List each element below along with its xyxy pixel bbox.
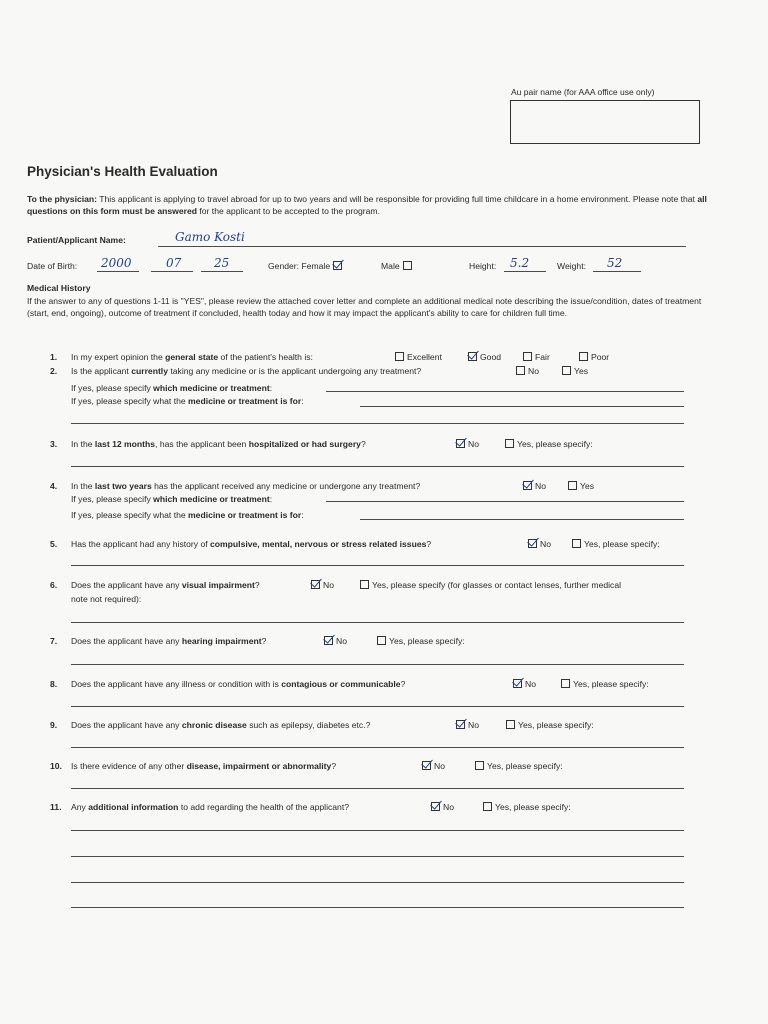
q9-number: 9. xyxy=(50,720,58,730)
q3-no-label: No xyxy=(468,439,479,449)
q5-no-checkbox[interactable] xyxy=(528,539,537,548)
weight-line xyxy=(593,271,641,272)
q10-yes-label: Yes, please specify: xyxy=(487,761,563,771)
q5-no xyxy=(525,539,551,549)
q4-text xyxy=(71,481,420,491)
q5-text xyxy=(71,539,431,549)
q2-sub2-c: : xyxy=(301,396,304,406)
q2-sub1-b: which medicine or treatment xyxy=(153,383,270,393)
dob-month[interactable]: 07 xyxy=(166,256,182,270)
q3-no xyxy=(453,439,479,449)
dob-day[interactable]: 25 xyxy=(214,256,230,270)
q11-number: 11. xyxy=(50,802,62,812)
q10-no-label: No xyxy=(434,761,445,771)
q11-yes-label: Yes, please specify: xyxy=(495,802,571,812)
q2-text-c: taking any medicine or is the applicant undergoing any treatment? xyxy=(167,366,422,376)
q9-yes-label: Yes, please specify: xyxy=(518,720,594,730)
q7-text-a: Does the applicant have any xyxy=(71,636,182,646)
q5-line[interactable] xyxy=(71,565,684,566)
height-label: Height: xyxy=(469,261,497,271)
applicant-name-line xyxy=(158,246,686,247)
q4-yes-checkbox[interactable] xyxy=(568,481,577,490)
q4-no-checkbox[interactable] xyxy=(523,481,532,490)
q2-sub1-c: : xyxy=(269,383,273,393)
q1-text-c: of the patient's health is: xyxy=(218,352,313,362)
q6-line[interactable] xyxy=(71,622,684,623)
male-checkbox[interactable] xyxy=(403,261,412,270)
q4-text-a: In the xyxy=(71,481,95,491)
q1-text-a: In my expert opinion the xyxy=(71,352,166,362)
q11-text xyxy=(71,802,349,812)
q8-yes xyxy=(558,679,649,689)
q4-sub1-line[interactable] xyxy=(326,501,684,502)
q4-yes xyxy=(565,481,594,491)
q10-text-b: disease, impairment or abnormality xyxy=(186,761,332,771)
dob-label: Date of Birth: xyxy=(27,261,78,271)
q1-fair-checkbox[interactable] xyxy=(523,352,532,361)
q1-excellent-label: Excellent xyxy=(407,352,442,362)
q11-no xyxy=(428,802,454,812)
q2-sub2-b: medicine or treatment is for xyxy=(188,396,302,406)
q1-text xyxy=(71,352,313,362)
q2-number: 2. xyxy=(50,366,58,376)
q3-text xyxy=(71,439,366,449)
q2-extra-line[interactable] xyxy=(71,423,684,424)
q1-poor-checkbox[interactable] xyxy=(579,352,588,361)
q6-text xyxy=(71,580,260,590)
q7-text xyxy=(71,636,266,646)
q1-number: 1. xyxy=(50,352,58,362)
q8-no-checkbox[interactable] xyxy=(513,679,522,688)
q5-yes-checkbox[interactable] xyxy=(572,539,581,548)
office-use-box[interactable] xyxy=(510,100,700,144)
q11-no-label: No xyxy=(443,802,454,812)
q10-text-a: Is there evidence of any other xyxy=(71,761,187,771)
q4-sub2-line[interactable] xyxy=(360,519,684,520)
page-title: Physician's Health Evaluation xyxy=(27,164,218,179)
q4-yes-label: Yes xyxy=(580,481,595,491)
q11-line-2[interactable] xyxy=(71,856,684,857)
q1-fair-label: Fair xyxy=(535,352,550,362)
q2-no-checkbox[interactable] xyxy=(516,366,525,375)
q8-no xyxy=(510,679,536,689)
q2-no xyxy=(513,366,539,376)
q9-yes xyxy=(503,720,594,730)
intro-bold: all questions on this form must be answered xyxy=(27,194,707,216)
q10-yes xyxy=(472,761,563,771)
q4-sub1-c: : xyxy=(269,494,273,504)
office-use-label: Au pair name (for AAA office use only) xyxy=(511,87,655,97)
weight-label: Weight: xyxy=(557,261,586,271)
dob-month-line xyxy=(151,271,193,272)
q4-sub1-b: which medicine or treatment xyxy=(153,494,270,504)
q3-line[interactable] xyxy=(71,466,684,467)
q2-text-b: currently xyxy=(131,366,168,376)
medical-history-text: If the answer to any of questions 1-11 is "YES", please review the attached cover letter and complete an additional medical note describing the issue/condition, dates of treatment (start, end, ongoing), outcome of treatment if concluded, health today and how it may impact the applicant's ability to care for children full time. xyxy=(27,296,702,318)
q11-no-checkbox[interactable] xyxy=(431,802,440,811)
q8-text-c: ? xyxy=(400,679,406,689)
dob-day-line xyxy=(201,271,243,272)
q5-text-b: compulsive, mental, nervous or stress related issues xyxy=(210,539,427,549)
q6-text-a: Does the applicant have any xyxy=(71,580,182,590)
q5-no-label: No xyxy=(540,539,551,549)
height-value[interactable]: 5.2 xyxy=(510,256,530,270)
applicant-name-label: Patient/Applicant Name: xyxy=(27,235,126,245)
q10-line[interactable] xyxy=(71,788,684,789)
q11-line-3[interactable] xyxy=(71,882,684,883)
q8-text-a: Does the applicant have any illness or condition with is xyxy=(71,679,282,689)
q6-no xyxy=(308,580,334,590)
q7-yes-label: Yes, please specify: xyxy=(389,636,465,646)
q11-yes-checkbox[interactable] xyxy=(483,802,492,811)
q3-text-c: , has the applicant been xyxy=(155,439,249,449)
q5-text-a: Has the applicant had any history of xyxy=(71,539,211,549)
q2-yes-checkbox[interactable] xyxy=(562,366,571,375)
q8-text xyxy=(71,679,405,689)
q6-note: note not required): xyxy=(71,594,142,604)
q9-text-a: Does the applicant have any xyxy=(71,720,182,730)
q4-text-b: last two years xyxy=(94,481,152,491)
q1-good xyxy=(465,352,501,362)
intro-text xyxy=(27,194,707,217)
q4-no xyxy=(520,481,546,491)
q9-text-b: chronic disease xyxy=(181,720,247,730)
gender-label: Gender: xyxy=(268,261,300,271)
q1-good-checkbox[interactable] xyxy=(468,352,477,361)
q9-line[interactable] xyxy=(71,747,684,748)
q6-yes-checkbox[interactable] xyxy=(360,580,369,589)
q3-number: 3. xyxy=(50,439,58,449)
q10-text-c: ? xyxy=(331,761,337,771)
q2-sub1-line[interactable] xyxy=(326,391,684,392)
q1-good-label: Good xyxy=(480,352,502,362)
q5-number: 5. xyxy=(50,539,58,549)
q11-text-c: to add regarding the health of the applicant? xyxy=(178,802,350,812)
q8-text-b: contagious or communicable xyxy=(281,679,401,689)
q9-no-label: No xyxy=(468,720,479,730)
gender-field xyxy=(268,261,345,271)
male-label: Male xyxy=(381,261,400,271)
q7-no-label: No xyxy=(336,636,347,646)
q2-sub2-a: If yes, please specify what the xyxy=(71,396,189,406)
female-checkbox[interactable] xyxy=(333,261,342,270)
q2-sub1 xyxy=(71,383,272,393)
q4-sub2-b: medicine or treatment is for xyxy=(188,510,302,520)
q9-text xyxy=(71,720,370,730)
q3-yes-label: Yes, please specify: xyxy=(517,439,593,449)
q7-line[interactable] xyxy=(71,664,684,665)
q3-no-checkbox[interactable] xyxy=(456,439,465,448)
intro-part1: This applicant is applying to travel abroad for up to two years and will be responsible for providing full time childcare in a home environment. Please note that xyxy=(97,194,698,204)
q8-line[interactable] xyxy=(71,706,684,707)
q8-no-label: No xyxy=(525,679,536,689)
q7-yes-checkbox[interactable] xyxy=(377,636,386,645)
q9-text-c: such as epilepsy, diabetes etc.? xyxy=(246,720,371,730)
q3-text-e: ? xyxy=(360,439,366,449)
q7-text-c: ? xyxy=(261,636,267,646)
q7-no-checkbox[interactable] xyxy=(324,636,333,645)
weight-value[interactable]: 52 xyxy=(607,256,623,270)
q10-no-checkbox[interactable] xyxy=(422,761,431,770)
q6-no-label: No xyxy=(323,580,334,590)
q2-sub2 xyxy=(71,396,304,406)
q4-sub1-a: If yes, please specify xyxy=(71,494,154,504)
q1-excellent xyxy=(392,352,442,362)
q9-yes-checkbox[interactable] xyxy=(506,720,515,729)
intro-lead: To the physician: xyxy=(27,194,98,204)
q1-text-b: general state xyxy=(165,352,219,362)
q4-sub2-a: If yes, please specify what the xyxy=(71,510,189,520)
height-line xyxy=(504,271,546,272)
q3-yes xyxy=(502,439,593,449)
q5-yes-label: Yes, please specify: xyxy=(584,539,660,549)
q1-poor-label: Poor xyxy=(591,352,610,362)
q10-text xyxy=(71,761,336,771)
intro-part2: for the applicant to be accepted to the program. xyxy=(197,205,380,216)
q7-number: 7. xyxy=(50,636,58,646)
q1-poor xyxy=(576,352,609,362)
q3-text-b: last 12 months xyxy=(94,439,156,449)
q2-sub1-a: If yes, please specify xyxy=(71,383,154,393)
q6-no-checkbox[interactable] xyxy=(311,580,320,589)
q7-no xyxy=(321,636,347,646)
q6-yes-label: Yes, please specify (for glasses or contact lenses, further medical xyxy=(372,580,622,590)
q5-text-c: ? xyxy=(426,539,432,549)
q11-text-a: Any xyxy=(71,802,89,812)
q7-yes xyxy=(374,636,465,646)
q10-yes-checkbox[interactable] xyxy=(475,761,484,770)
q1-fair xyxy=(520,352,550,362)
q3-yes-checkbox[interactable] xyxy=(505,439,514,448)
q4-no-label: No xyxy=(535,481,546,491)
q10-no xyxy=(419,761,445,771)
q11-yes xyxy=(480,802,571,812)
q10-number: 10. xyxy=(50,761,62,771)
q6-yes xyxy=(357,580,621,590)
applicant-name-value[interactable]: Gamo Kosti xyxy=(175,230,245,244)
q11-text-b: additional information xyxy=(88,802,179,812)
q11-line-1[interactable] xyxy=(71,830,684,831)
q2-yes xyxy=(559,366,588,376)
q8-yes-label: Yes, please specify: xyxy=(573,679,649,689)
q9-no xyxy=(453,720,479,730)
q6-text-c: ? xyxy=(254,580,260,590)
q3-text-d: hospitalized or had surgery xyxy=(248,439,361,449)
q1-excellent-checkbox[interactable] xyxy=(395,352,404,361)
q8-yes-checkbox[interactable] xyxy=(561,679,570,688)
q2-text xyxy=(71,366,421,376)
q5-yes xyxy=(569,539,660,549)
q4-sub2-c: : xyxy=(301,510,304,520)
q2-sub2-line[interactable] xyxy=(360,406,684,407)
q3-text-a: In the xyxy=(71,439,95,449)
dob-year[interactable]: 2000 xyxy=(101,256,132,270)
q8-number: 8. xyxy=(50,679,58,689)
q2-text-a: Is the applicant xyxy=(71,366,132,376)
male-field xyxy=(381,261,415,271)
q2-yes-label: Yes xyxy=(574,366,589,376)
dob-year-line xyxy=(97,271,139,272)
female-label: Female xyxy=(301,261,331,271)
q7-text-b: hearing impairment xyxy=(181,636,262,646)
q11-line-4[interactable] xyxy=(71,907,684,908)
q9-no-checkbox[interactable] xyxy=(456,720,465,729)
medical-history-heading: Medical History xyxy=(27,283,91,293)
q2-no-label: No xyxy=(528,366,539,376)
q4-sub1 xyxy=(71,494,272,504)
q4-sub2 xyxy=(71,510,304,520)
q6-number: 6. xyxy=(50,580,58,590)
q6-text-b: visual impairment xyxy=(181,580,255,590)
q4-text-c: has the applicant received any medicine or undergone any treatment? xyxy=(151,481,421,491)
q4-number: 4. xyxy=(50,481,58,491)
